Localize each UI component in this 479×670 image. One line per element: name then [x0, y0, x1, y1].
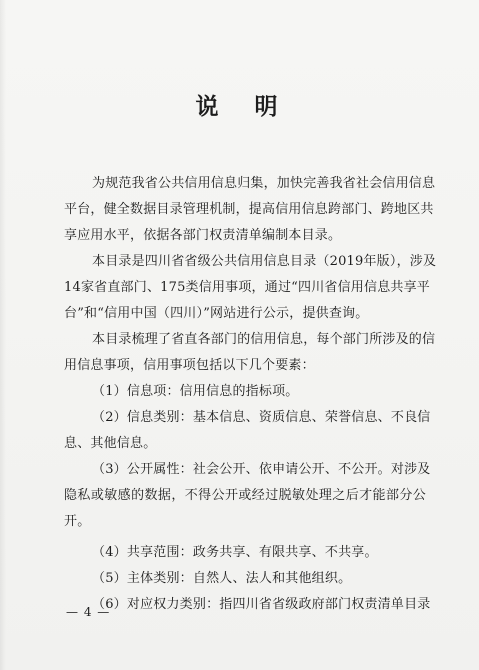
list-item: （5）主体类别：自然人、法人和其他组织。: [92, 571, 352, 586]
list-item: （3）公开属性：社会公开、依申请公开、不公开。对涉及: [92, 462, 431, 477]
list-item: （6）对应权力类别：指四川省省级政府部门权责清单目录: [92, 597, 431, 612]
list-item-continuation: 隐私或敏感的数据，不得公开或经过脱敏处理之后才能部分公: [64, 488, 426, 503]
list-item-continuation: 息、其他信息。: [64, 436, 157, 451]
list-item: （2）信息类别：基本信息、资质信息、荣誉信息、不良信: [92, 410, 431, 425]
paragraph-line: 14家省直部门、175类信用事项，通过“四川省信用信息共享平: [64, 280, 431, 295]
paragraph-line: 平台，健全数据目录管理机制，提高信用信息跨部门、跨地区共: [64, 202, 434, 217]
page-number: — 4 —: [66, 605, 111, 619]
list-item: （1）信息项：信用信息的指标项。: [92, 384, 299, 399]
page-title: 说 明: [195, 93, 292, 120]
paragraph-line: 为规范我省公共信用信息归集，加快完善我省社会信用信息: [92, 176, 436, 191]
paragraph-line: 享应用水平，依据各部门权责清单编制本目录。: [64, 228, 342, 243]
list-item: （4）共享范围：政务共享、有限共享、不共享。: [92, 545, 378, 560]
document-body: [64, 171, 437, 618]
paragraph-line: 用信息事项，信用事项包括以下几个要素：: [64, 358, 315, 373]
paragraph-line: 本目录梳理了省直各部门的信用信息，每个部门所涉及的信: [92, 332, 436, 347]
list-item-continuation: 开。: [64, 514, 91, 529]
paragraph-line: 本目录是四川省省级公共信用信息目录（2019年版），涉及: [92, 254, 437, 269]
paragraph-line: 台”和“信用中国（四川）”网站进行公示，提供查询。: [64, 306, 369, 321]
